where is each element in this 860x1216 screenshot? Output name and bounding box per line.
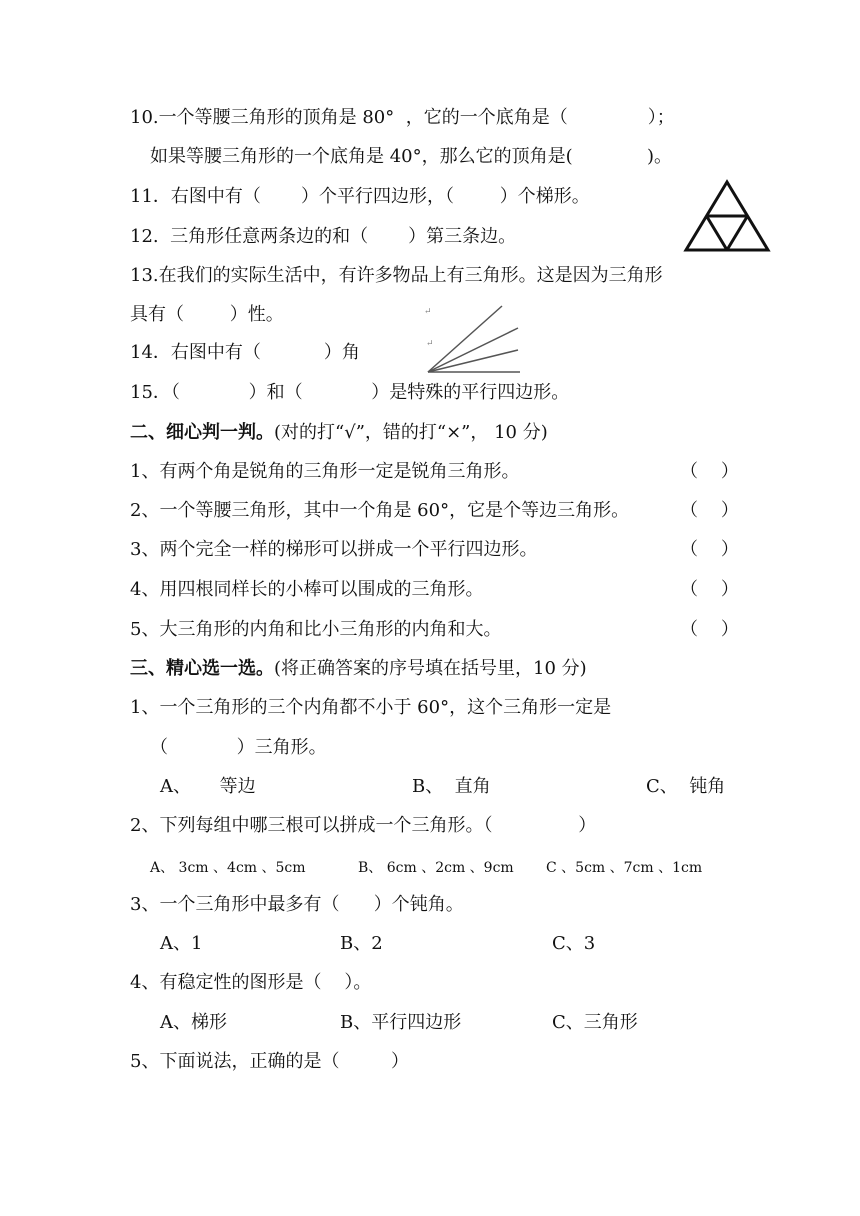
angle-rays-figure <box>420 300 530 380</box>
question-11: 11．右图中有（ ）个平行四边形，（ ）个梯形。 <box>130 186 590 207</box>
judgment-answer-5[interactable]: （ ） <box>680 619 739 640</box>
question-13-line-1: 13.在我们的实际生活中，有许多物品上有三角形。这是因为三角形 <box>130 265 663 286</box>
inner-line-right <box>727 216 748 250</box>
question-12: 12. 三角形任意两条边的和（ ）第三条边。 <box>130 226 517 247</box>
judgment-answer-4[interactable]: （ ） <box>680 579 739 600</box>
question-10-line-2: 如果等腰三角形的一个底角是 40°，那么它的顶角是( )。 <box>150 146 673 167</box>
section-2-title <box>130 421 548 445</box>
section-2-note: (对的打“√”，错的打“×”， 10 分) <box>274 422 548 443</box>
choice-q4-option-b[interactable]: B、平行四边形 <box>340 1012 462 1033</box>
judgment-item-5: 5、大三角形的内角和比小三角形的内角和大。 <box>130 619 502 640</box>
section-3-note: (将正确答案的序号填在括号里，10 分) <box>274 658 587 679</box>
question-14: 14．右图中有（ ）角 <box>130 342 360 363</box>
choice-q4-option-a[interactable]: A、梯形 <box>160 1012 227 1033</box>
choice-q2: 2、下列每组中哪三根可以拼成一个三角形。（ ） <box>130 815 597 836</box>
judgment-answer-3[interactable]: （ ） <box>680 539 739 560</box>
choice-q1-option-b[interactable]: B、 直角 <box>412 776 491 797</box>
ray-2 <box>428 328 518 372</box>
choice-q3-option-a[interactable]: A、1 <box>160 933 203 954</box>
ray-1 <box>428 306 502 372</box>
choice-q2-option-a[interactable]: A、 3cm 、4cm 、5cm <box>150 860 306 876</box>
judgment-answer-2[interactable]: （ ） <box>680 500 739 521</box>
question-15: 15．（ ）和（ ）是特殊的平行四边形。 <box>130 382 570 403</box>
inner-line-left <box>707 216 728 250</box>
return-mark: ↵ <box>424 307 432 317</box>
judgment-item-1: 1、有两个角是锐角的三角形一定是锐角三角形。 <box>130 461 520 482</box>
ray-3 <box>428 350 518 372</box>
return-mark-2: ↵ <box>426 339 434 349</box>
judgment-item-3: 3、两个完全一样的梯形可以拼成一个平行四边形。 <box>130 539 538 560</box>
triangle-figure <box>682 178 772 254</box>
judgment-item-2: 2、一个等腰三角形，其中一个角是 60°，它是个等边三角形。 <box>130 500 630 521</box>
choice-q1-option-c[interactable]: C、 钝角 <box>646 776 726 797</box>
choice-q2-option-c[interactable]: C 、5cm 、7cm 、1cm <box>546 860 703 876</box>
choice-q1-line-1: 1、一个三角形的三个内角都不小于 60°，这个三角形一定是 <box>130 697 612 718</box>
judgment-item-4: 4、用四根同样长的小棒可以围成的三角形。 <box>130 579 484 600</box>
question-13-line-2: 具有（ ）性。 <box>130 304 284 325</box>
choice-q3-option-c[interactable]: C、3 <box>552 933 596 954</box>
choice-q3: 3、一个三角形中最多有（ ）个钝角。 <box>130 894 464 915</box>
section-2-heading: 二、细心判一判。 <box>130 422 274 443</box>
choice-q3-option-b[interactable]: B、2 <box>340 933 383 954</box>
choice-q2-option-b[interactable]: B、 6cm 、2cm 、9cm <box>358 860 514 876</box>
choice-q1-option-a[interactable]: A、 等边 <box>160 776 256 797</box>
question-10-line-1: 10.一个等腰三角形的顶角是 80° ，它的一个底角是（ ）； <box>130 107 675 128</box>
section-3-title <box>130 657 587 681</box>
choice-q1-line-2: （ ）三角形。 <box>150 737 327 758</box>
choice-q4: 4、有稳定性的图形是（ ）。 <box>130 972 372 993</box>
judgment-answer-1[interactable]: （ ） <box>680 461 739 482</box>
choice-q4-option-c[interactable]: C、三角形 <box>552 1012 638 1033</box>
choice-q5: 5、下面说法，正确的是（ ） <box>130 1051 409 1072</box>
section-3-heading: 三、精心选一选。 <box>130 658 274 679</box>
